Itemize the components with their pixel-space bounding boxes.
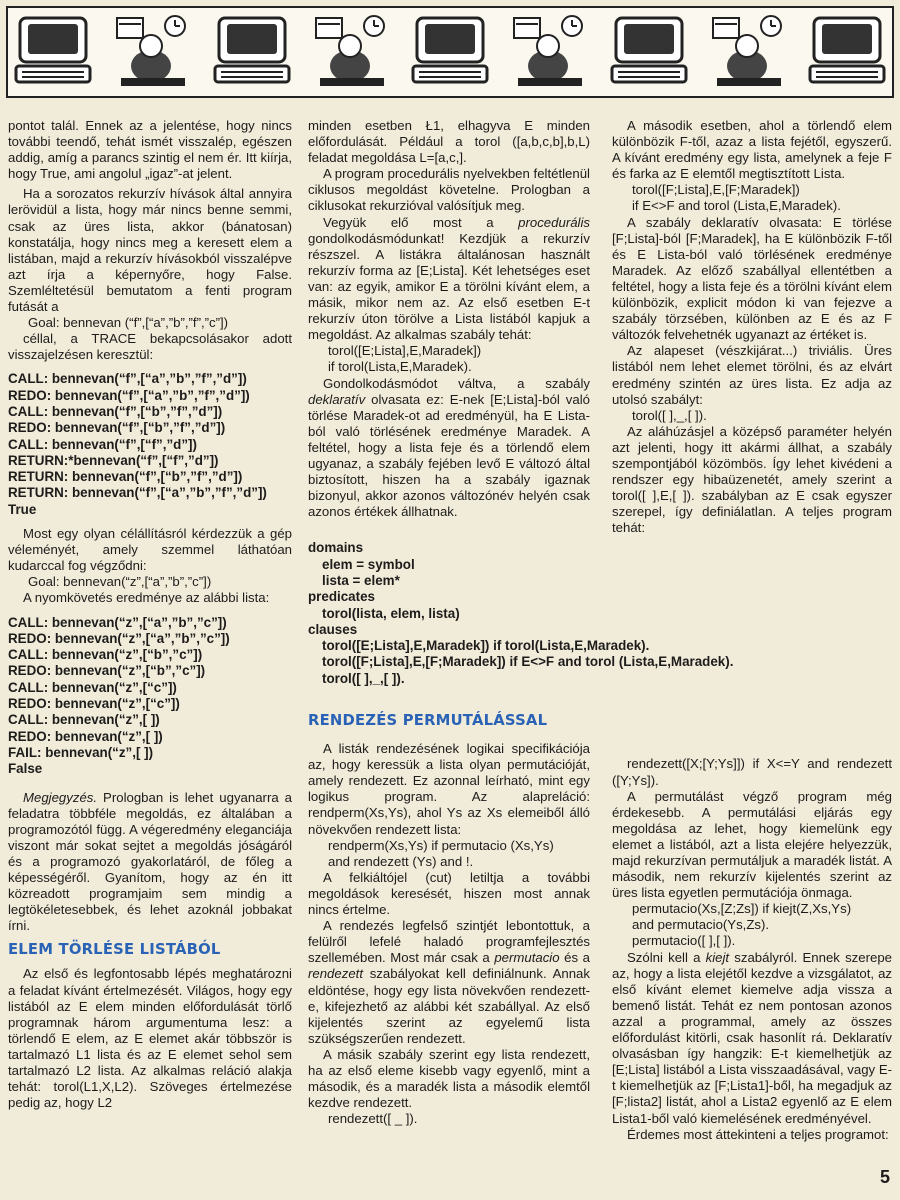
program-line: torol([ ],_,[ ]).	[322, 670, 405, 686]
paragraph: A második esetben, ahol a törlendő elem különbözik F-től, azaz a lista fejétől, egyszerű. A kívánt eredmény egy lista, amelynek a feje F és farka az E elemtől megtisztított Lista.	[612, 118, 892, 182]
text-run: A rendezés legfelső szintjét lebontottuk, a felülről lefelé haladó programfejlesztés szellemében. Most már csak a	[308, 918, 590, 966]
text-run: Szólni kell a	[627, 949, 706, 965]
computer-icon	[608, 12, 690, 92]
trace-line: RETURN:*bennevan(“f”,[“f”,”d”])	[8, 452, 219, 468]
text-run: szabályról. Ennek szerepe az, hogy a lista elejétől kezdve a vizsgálatot, az első kívánt elemet kiemelve adja vissza a bemenő listát. Tehát ez nem pontosan azonos azzal a programmal, amely az összes előfordulást kitörli, csak hasonlít rá. Deklaratív olvasásban így hangzik: E-t kiemelhetjük az [E;Lista] listából a Lista visszaadásával, vagy E-t kiemelhetjük az [F;Lista1]-ből, ha megadjuk az [F;lista2] listát, ahol a Lista2 egyenlő az E elem Lista1-ből való kiemelésének eredményével.	[612, 949, 893, 1126]
program-line: torol([F;Lista],E,[F;Maradek]) if E<>F and torol (Lista,E,Maradek).	[322, 654, 734, 670]
paragraph: Az első és legfontosabb lépés meghatározni a feladat kívánt értelmezését. Világos, hogy egy listából az E elem minden előfordulását törlő programnak három argumentuma lesz: a törlendő E elem, az E elemet akár többször is tartalmazó L1 lista és az E elemet sehol sem tartalmazó L2 lista. Az alkalmas reláció alakja tehát: torol(L1,X,L2). Szöveges értelmezése pedig az, hogy L2	[8, 966, 292, 1111]
trace-line: RETURN: bennevan(“f”,[“b”,”f”,”d”])	[8, 469, 243, 485]
text-run: rendezett	[308, 966, 363, 982]
paragraph: pontot talál. Ennek az a jelentése, hogy nincs további teendő, tehát ismét visszalép, egészen addig, amíg a parancs szintig el nem ér. Itt kiírja, hogy True, ami angolul „igaz”-at jelent.	[8, 118, 292, 182]
computer-icon	[806, 12, 888, 92]
calendar-mascot-icon	[707, 12, 789, 92]
paragraph: céllal, a TRACE bekapcsolásakor adott visszajelzésen keresztül:	[8, 331, 292, 363]
note-text: Prologban is lehet ugyanarra a feladatra többféle megoldás, ez általában a programozótól függ. A végeredmény eleganciája viszont már sokat sejtet a megoldás jóságáról és a programozó gyakorlatáról, de főleg a képességéről. Gyanítom, hogy az én itt közreadott programjaim sem mindig a legtökéletesebbek, és lehet azoknál jobbakat írni.	[8, 789, 292, 934]
paragraph: A szabály deklaratív olvasata: E törlése [F;Lista]-ból [F;Maradek], ha E különbözik F-től és E Lista-ból való törlésének eredménye Maradek. Az előző szabállyal ellentétben a feltétel, hogy a lista feje és a törölni kívánt elem különbözik, explicit módon ki van fejezve a szabály törzsében, különben az E és az F változók felvehetnék ugyanazt az értéket is.	[612, 214, 892, 343]
code-line: and rendezett (Ys) and !.	[328, 853, 474, 869]
computer-icon	[211, 12, 293, 92]
section-heading: ELEM TÖRLÉSE LISTÁBÓL	[8, 941, 221, 959]
text-run: procedurális	[518, 214, 590, 230]
trace-line: CALL: bennevan(“z”,[“c”])	[8, 679, 177, 695]
program-line: domains	[308, 540, 364, 556]
trace-line: REDO: bennevan(“f”,[“b”,”f”,”d”])	[8, 420, 226, 436]
computer-icon	[409, 12, 491, 92]
text-run: és a	[559, 950, 590, 966]
code-line: torol([F;Lista],E,[F;Maradek])	[632, 182, 800, 198]
code-line: if torol(Lista,E,Maradek).	[328, 359, 472, 375]
trace-line: CALL: bennevan(“z”,[“a”,”b”,”c”])	[8, 614, 227, 630]
note-paragraph	[8, 790, 292, 935]
note-label: Megjegyzés.	[23, 789, 98, 805]
code-line: torol([E;Lista],E,Maradek])	[328, 343, 482, 359]
text-run: Gondolkodásmódot váltva, a szabály	[323, 375, 590, 391]
code-line: if E<>F and torol (Lista,E,Maradek).	[632, 198, 841, 214]
program-line: torol([E;Lista],E,Maradek]) if torol(Lista,E,Maradek).	[322, 638, 650, 654]
text-run: Vegyük elő most a	[323, 214, 519, 230]
program-line: clauses	[308, 621, 358, 637]
column-1	[8, 118, 292, 1111]
text-run: olvasata ez: E-nek [E;Lista]-ból való törlése Maradek-ot ad eredményül, ha E Lista-ból való törlésének eredménye Maradek. A feltétel, hogy a lista feje és a törlendő elem ugyanaz, a szabály fejében levő E változó által biztosított, hiszen ha a szabály igaznak bizonyul, akkor azonos változónév helyén csak azonos értékek állhatnak.	[308, 391, 590, 520]
trace-line: False	[8, 761, 43, 777]
header-banner	[6, 6, 894, 98]
trace-line: RETURN: bennevan(“f”,[“a”,”b”,”f”,”d”])	[8, 485, 267, 501]
code-line: and permutacio(Ys,Zs).	[632, 917, 770, 933]
paragraph	[308, 918, 590, 1047]
trace-line: CALL: bennevan(“f”,[“b”,”f”,”d”])	[8, 404, 223, 419]
paragraph: Az aláhúzásjel a középső paraméter helyén azt jelenti, hogy itt akármi állhat, a szabály szempontjából közömbös. Így lehet kivédeni a rendszer egy hibaüzenetét, amely szerint a torol([ ],E,[ ]). szabályban az E csak egyszer szerepel, így definiálatlan. A teljes program tehát:	[612, 423, 892, 536]
trace-line: CALL: bennevan(“z”,[ ])	[8, 712, 160, 728]
text-run: szabályokat kell definiálnunk. Annak eldöntése, hogy egy lista növekvően rendezett-e, kifejezhető az alábbi két szabállyal. Az első kijelentés szerint az egyelemű lista szükségszerűen rendezett.	[308, 966, 590, 1046]
trace-line: REDO: bennevan(“z”,[“b”,”c”])	[8, 663, 206, 679]
text-run: gondolkodásmódunkat! Kezdjük a rekurzív részszel. A listákra általánosan használt rekurzív forma az [E;Lista]. Két lehetséges eset van: az egyik, amikor E a törölni kívánt elem, a másik, mikor nem az. Az első esetben E-t rekurzív úton törölve a Lista listából kapjuk a megoldást. Az alkalmas szabály tehát:	[308, 230, 590, 343]
text-run: deklaratív	[308, 391, 366, 407]
program-line: predicates	[308, 589, 375, 605]
trace-line: REDO: bennevan(“f”,[“a”,”b”,”f”,”d”])	[8, 387, 250, 403]
computer-icon	[12, 12, 94, 92]
trace-line: REDO: bennevan(“z”,[ ])	[8, 728, 163, 744]
calendar-mascot-icon	[508, 12, 590, 92]
paragraph	[612, 950, 892, 1127]
page-number: 5	[879, 1167, 890, 1187]
text-run: kiejt	[705, 949, 730, 965]
calendar-mascot-icon	[310, 12, 392, 92]
program-line: elem = symbol	[322, 556, 415, 572]
paragraph: Most egy olyan célállításról kérdezzük a gép véleményét, amely szemmel láthatóan kudarccal fog végződni:	[8, 526, 292, 574]
program-line: lista = elem*	[322, 572, 400, 588]
trace-line: True	[8, 501, 37, 517]
trace-output-1	[8, 371, 292, 518]
paragraph: A listák rendezésének logikai specifikációja az, hogy keressük a lista olyan permutációját, amely rendezett. Ez azonnal leírható, mint egy logikus program. Az alapreláció: rendperm(Xs,Ys), ahol Ys az Xs elemeiből álló növekvően rendezett lista:	[308, 741, 590, 837]
paragraph: Érdemes most áttekinteni a teljes programot:	[627, 1126, 889, 1142]
paragraph	[308, 376, 590, 521]
trace-line: CALL: bennevan(“f”,[“f”,”d”])	[8, 436, 197, 452]
paragraph: A program procedurális nyelvekben feltétlenül ciklusos megoldást követelne. Prologban a ciklusokat rekurzióval valósítjuk meg.	[308, 166, 590, 214]
paragraph: minden esetben Ł1, elhagyva E minden előfordulását. Például a torol ([a,b,c,b],b,L) feladat megoldása L=[a,c,].	[308, 118, 590, 166]
code-line: permutacio([ ],[ ]).	[632, 933, 736, 949]
paragraph: A felkiáltójel (cut) letiltja a további megoldások keresését, hiszen most annak nincs értelme.	[308, 869, 590, 918]
trace-output-2	[8, 615, 292, 778]
trace-line: FAIL: bennevan(“z”,[ ])	[8, 744, 154, 760]
trace-line: CALL: bennevan(“z”,[“b”,”c”])	[8, 647, 203, 663]
paragraph	[308, 215, 590, 344]
paragraph: Az alapeset (vészkijárat...) triviális. Üres listából nem lehet elemet törölni, és az elvárt eredmény szintén az üres lista. Ez adja az utolsó szabályt:	[612, 343, 892, 407]
goal-line: Goal: bennevan(“z”,[“a”,”b”,”c”])	[28, 574, 212, 590]
text-run: permutacio	[494, 950, 560, 966]
trace-line: REDO: bennevan(“z”,[“c”])	[8, 696, 180, 712]
calendar-mascot-icon	[111, 12, 193, 92]
code-line: permutacio(Xs,[Z;Zs]) if kiejt(Z,Xs,Ys)	[632, 901, 852, 917]
code-line: rendperm(Xs,Ys) if permutacio (Xs,Ys)	[328, 837, 554, 853]
trace-line: REDO: bennevan(“z”,[“a”,”b”,”c”])	[8, 630, 230, 646]
paragraph: A nyomkövetés eredménye az alábbi lista:	[23, 590, 270, 606]
goal-line: Goal: bennevan (“f”,[“a”,”b”,”f”,”c”])	[28, 315, 229, 331]
column-3	[612, 118, 892, 1143]
program-line: torol(lista, elem, lista)	[322, 605, 460, 621]
paragraph: rendezett([X;[Y;Ys]]) if X<=Y and rendezett ([Y;Ys]).	[612, 756, 892, 788]
section-heading: RENDEZÉS PERMUTÁLÁSSAL	[308, 712, 548, 730]
paragraph: A másik szabály szerint egy lista rendezett, ha az első eleme kisebb vagy egyenlő, mint a második, és a maradék lista a második elemtől kezdve rendezett.	[308, 1046, 590, 1111]
trace-line: CALL: bennevan(“f”,[“a”,”b”,”f”,”d”])	[8, 371, 247, 387]
paragraph: Ha a sorozatos rekurzív hívások által annyira lerövidül a lista, hogy már nincs benne semmi, csak az üres lista, akkor (bánatosan) konstatálja, hogy nincs meg a keresett elem a listában, majd a rekurzív hívásokból visszalépve azt írja a képernyőre, hogy False. Szemléltetésül bemutatom a fenti program futását a	[8, 186, 292, 315]
code-line: torol([ ],_,[ ]).	[632, 407, 707, 423]
code-line: rendezett([ _ ]).	[328, 1111, 418, 1127]
paragraph: A permutálást végző program még érdekesebb. A permutálási eljárás egy megoldása az lehet, hogy kiemelünk egy elemet a listából, azt a lista elejére helyezzük, majd rekurzívan permutáljuk a maradék listát. A második, nem rekurzív kijelentés szerint az üres lista egyetlen permutációja önmaga.	[612, 788, 892, 901]
